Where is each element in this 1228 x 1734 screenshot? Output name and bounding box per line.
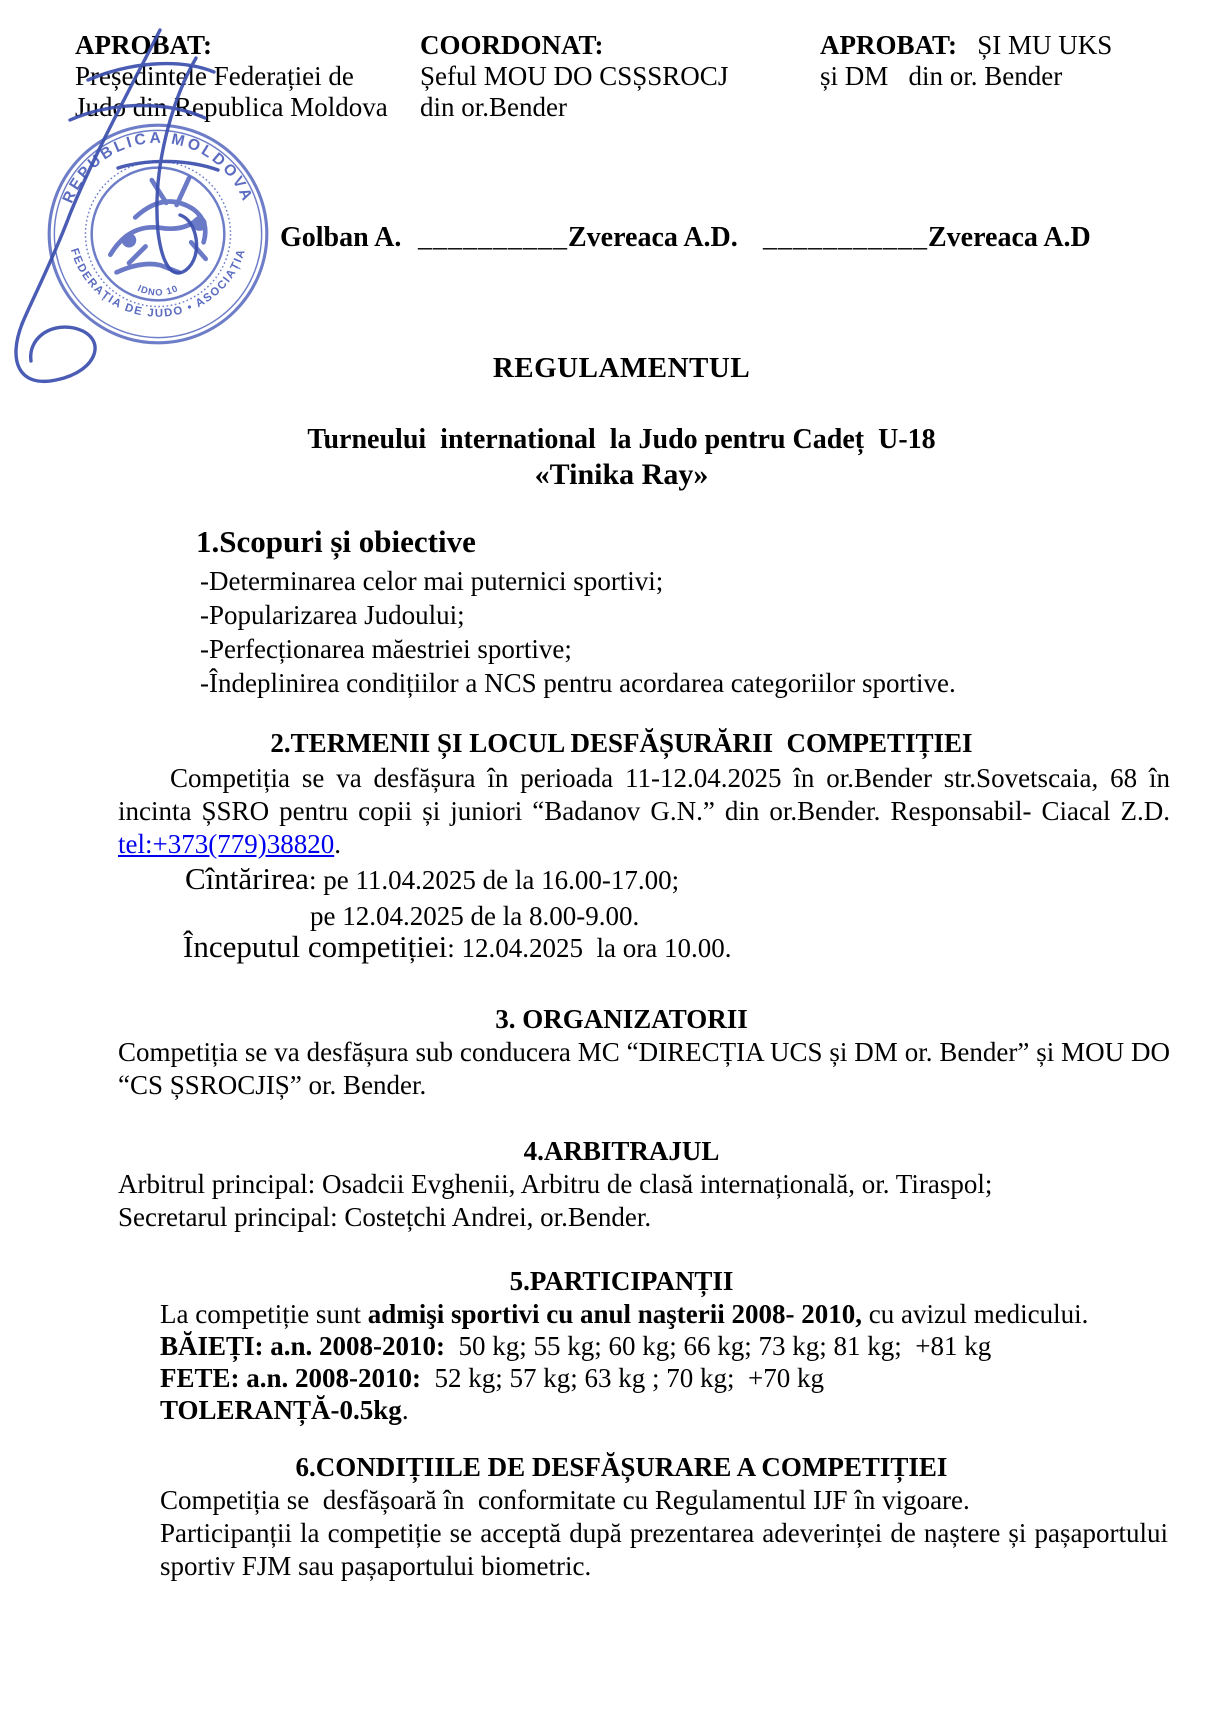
approval-left-line2: Judo din Republica Moldova: [75, 92, 388, 122]
phone-link[interactable]: tel:+373(779)38820: [118, 829, 335, 859]
section2-heading: 2.TERMENII ȘI LOCUL DESFĂȘURĂRII COMPETIȚIEI: [270, 728, 973, 758]
weigh-in-line2: pe 12.04.2025 de la 8.00-9.00.: [310, 901, 640, 931]
tolerance-label: TOLERANȚĂ-0.5kg: [160, 1395, 402, 1425]
weigh-in-line1: [185, 862, 679, 897]
section6-heading: 6.CONDIȚIILE DE DESFĂȘURARE A COMPETIȚIEI: [295, 1452, 948, 1482]
stamp-idno-text: IDNO 10: [136, 283, 180, 298]
section1-item: -Îndeplinirea condițiilor a NCS pentru acordarea categoriilor sportive.: [200, 668, 956, 698]
boys-weights: 50 kg; 55 kg; 60 kg; 66 kg; 73 kg; 81 kg; +81 kg: [445, 1331, 992, 1361]
stamp-bottom-text: FEDERAȚIA DE JUDO • ASOCIAȚIA: [67, 246, 249, 320]
signatory-name-2: Zvereaca A.D.: [568, 222, 738, 253]
chief-secretary-line: Secretarul principal: Costețchi Andrei, or.Bender.: [118, 1202, 652, 1232]
participants-line: [160, 1298, 1170, 1330]
approval-right-title: APROBAT:: [820, 30, 957, 60]
section5-lines: [160, 1298, 1170, 1426]
approval-right-title-suffix: [957, 30, 977, 60]
section1-item: -Popularizarea Judoului;: [200, 600, 465, 630]
chief-referee-line: Arbitrul principal: Osadcii Evghenii, Arbitru de clasă internațională, or. Tiraspol;: [118, 1169, 993, 1199]
signatory-name-3: Zvereaca A.D: [928, 222, 1091, 253]
section2-paragraph-text: Competiția se va desfășura în perioada 11-12.04.2025 în or.Bender str.Sovetscaia, 68 în incinta ȘSRO pentru copii și juniori “Badanov G.N.” din or.Bender. Responsabil- Ciacal Z.D.: [118, 763, 1170, 826]
section1-heading: 1.Scopuri și obiective: [196, 524, 476, 559]
boys-label: BĂIEȚI: a.n. 2008-2010:: [160, 1331, 446, 1361]
girls-categories-line: [160, 1362, 1170, 1394]
approval-block-middle: [420, 30, 800, 123]
document-title: REGULAMENTUL: [492, 352, 751, 384]
approval-right-title-row: [820, 30, 1220, 61]
section6-paragraph2: Participanții la competiție se acceptă după prezentarea adeverinței de naștere și pașaportului sportiv FJM sau pașaportului biometric.: [160, 1518, 1168, 1581]
approval-middle-title: COORDONAT:: [420, 30, 604, 60]
approval-right-org: ȘI MU UKS: [977, 30, 1113, 60]
tournament-name: «Tinika Ray»: [534, 458, 709, 491]
girls-label: FETE: a.n. 2008-2010:: [160, 1363, 422, 1393]
approval-left-line1: Președintele Federației de: [75, 61, 354, 91]
signature-line-2: __________: [418, 222, 568, 253]
weigh-in-label: Cîntărirea: [185, 861, 309, 896]
section2-paragraph-period: .: [334, 829, 341, 859]
section4-lines: [118, 1168, 1178, 1234]
approval-left-title: APROBAT:: [75, 30, 212, 60]
girls-weights: 52 kg; 57 kg; 63 kg ; 70 kg; +70 kg: [421, 1363, 824, 1393]
approval-block-right: [820, 30, 1220, 92]
boys-categories-line: [160, 1330, 1170, 1362]
weigh-in-time1: : pe 11.04.2025 de la 16.00-17.00;: [308, 865, 680, 895]
signatory-name-1: Golban A.: [280, 222, 402, 253]
approval-block-left: [75, 30, 415, 123]
approval-middle-line1: Șeful MOU DO CSȘSROCJ: [420, 61, 729, 91]
judo-figure-icon: [110, 178, 206, 272]
participants-text-a: La competiție sunt: [160, 1299, 368, 1329]
section1-list: [200, 564, 1160, 700]
svg-text:IDNO 10: [136, 283, 180, 297]
tolerance-period: .: [401, 1395, 409, 1425]
stamp-seal-icon: [44, 120, 272, 348]
competition-start-time: : 12.04.2025 la ora 10.00.: [447, 933, 732, 963]
section3-paragraph: Competiția se va desfășura sub conducera MC “DIRECȚIA UCS și DM or. Bender” și MOU DO “CS ȘSROCJIȘ” or. Bender.: [118, 1037, 1170, 1100]
section5-heading: 5.PARTICIPANȚII: [509, 1266, 734, 1296]
section4-heading: 4.ARBITRAJUL: [523, 1136, 720, 1166]
section1-item: -Perfecționarea măestriei sportive;: [200, 634, 572, 664]
section2-paragraph: [118, 762, 1170, 861]
competition-start-line: [183, 930, 732, 965]
signature-slot-2: [418, 222, 738, 254]
participants-text-c: cu avizul medicului.: [861, 1299, 1089, 1329]
tolerance-line: [160, 1394, 1170, 1426]
section1-item: -Determinarea celor mai puternici sportivi;: [200, 566, 664, 596]
document-subtitle: Turneului international la Judo pentru Cadeț U-18: [307, 424, 936, 455]
section3-heading: 3. ORGANIZATORII: [495, 1004, 748, 1034]
federation-stamp: [44, 120, 272, 348]
signature-line-3: ___________: [763, 222, 928, 253]
section6-line1: Competiția se desfășoară în conformitate cu Regulamentul IJF în vigoare.: [160, 1485, 970, 1515]
signature-slot-3: [763, 222, 1091, 254]
stamp-top-text: REPUBLICA MOLDOVA: [59, 129, 257, 206]
participants-text-bold: admişi sportivi cu anul naşterii 2008- 2010,: [367, 1299, 862, 1329]
competition-start-label: Începutul competiției: [183, 929, 448, 964]
approval-middle-line2: din or.Bender: [420, 92, 567, 122]
approval-right-line1: și DM din or. Bender: [820, 61, 1063, 91]
